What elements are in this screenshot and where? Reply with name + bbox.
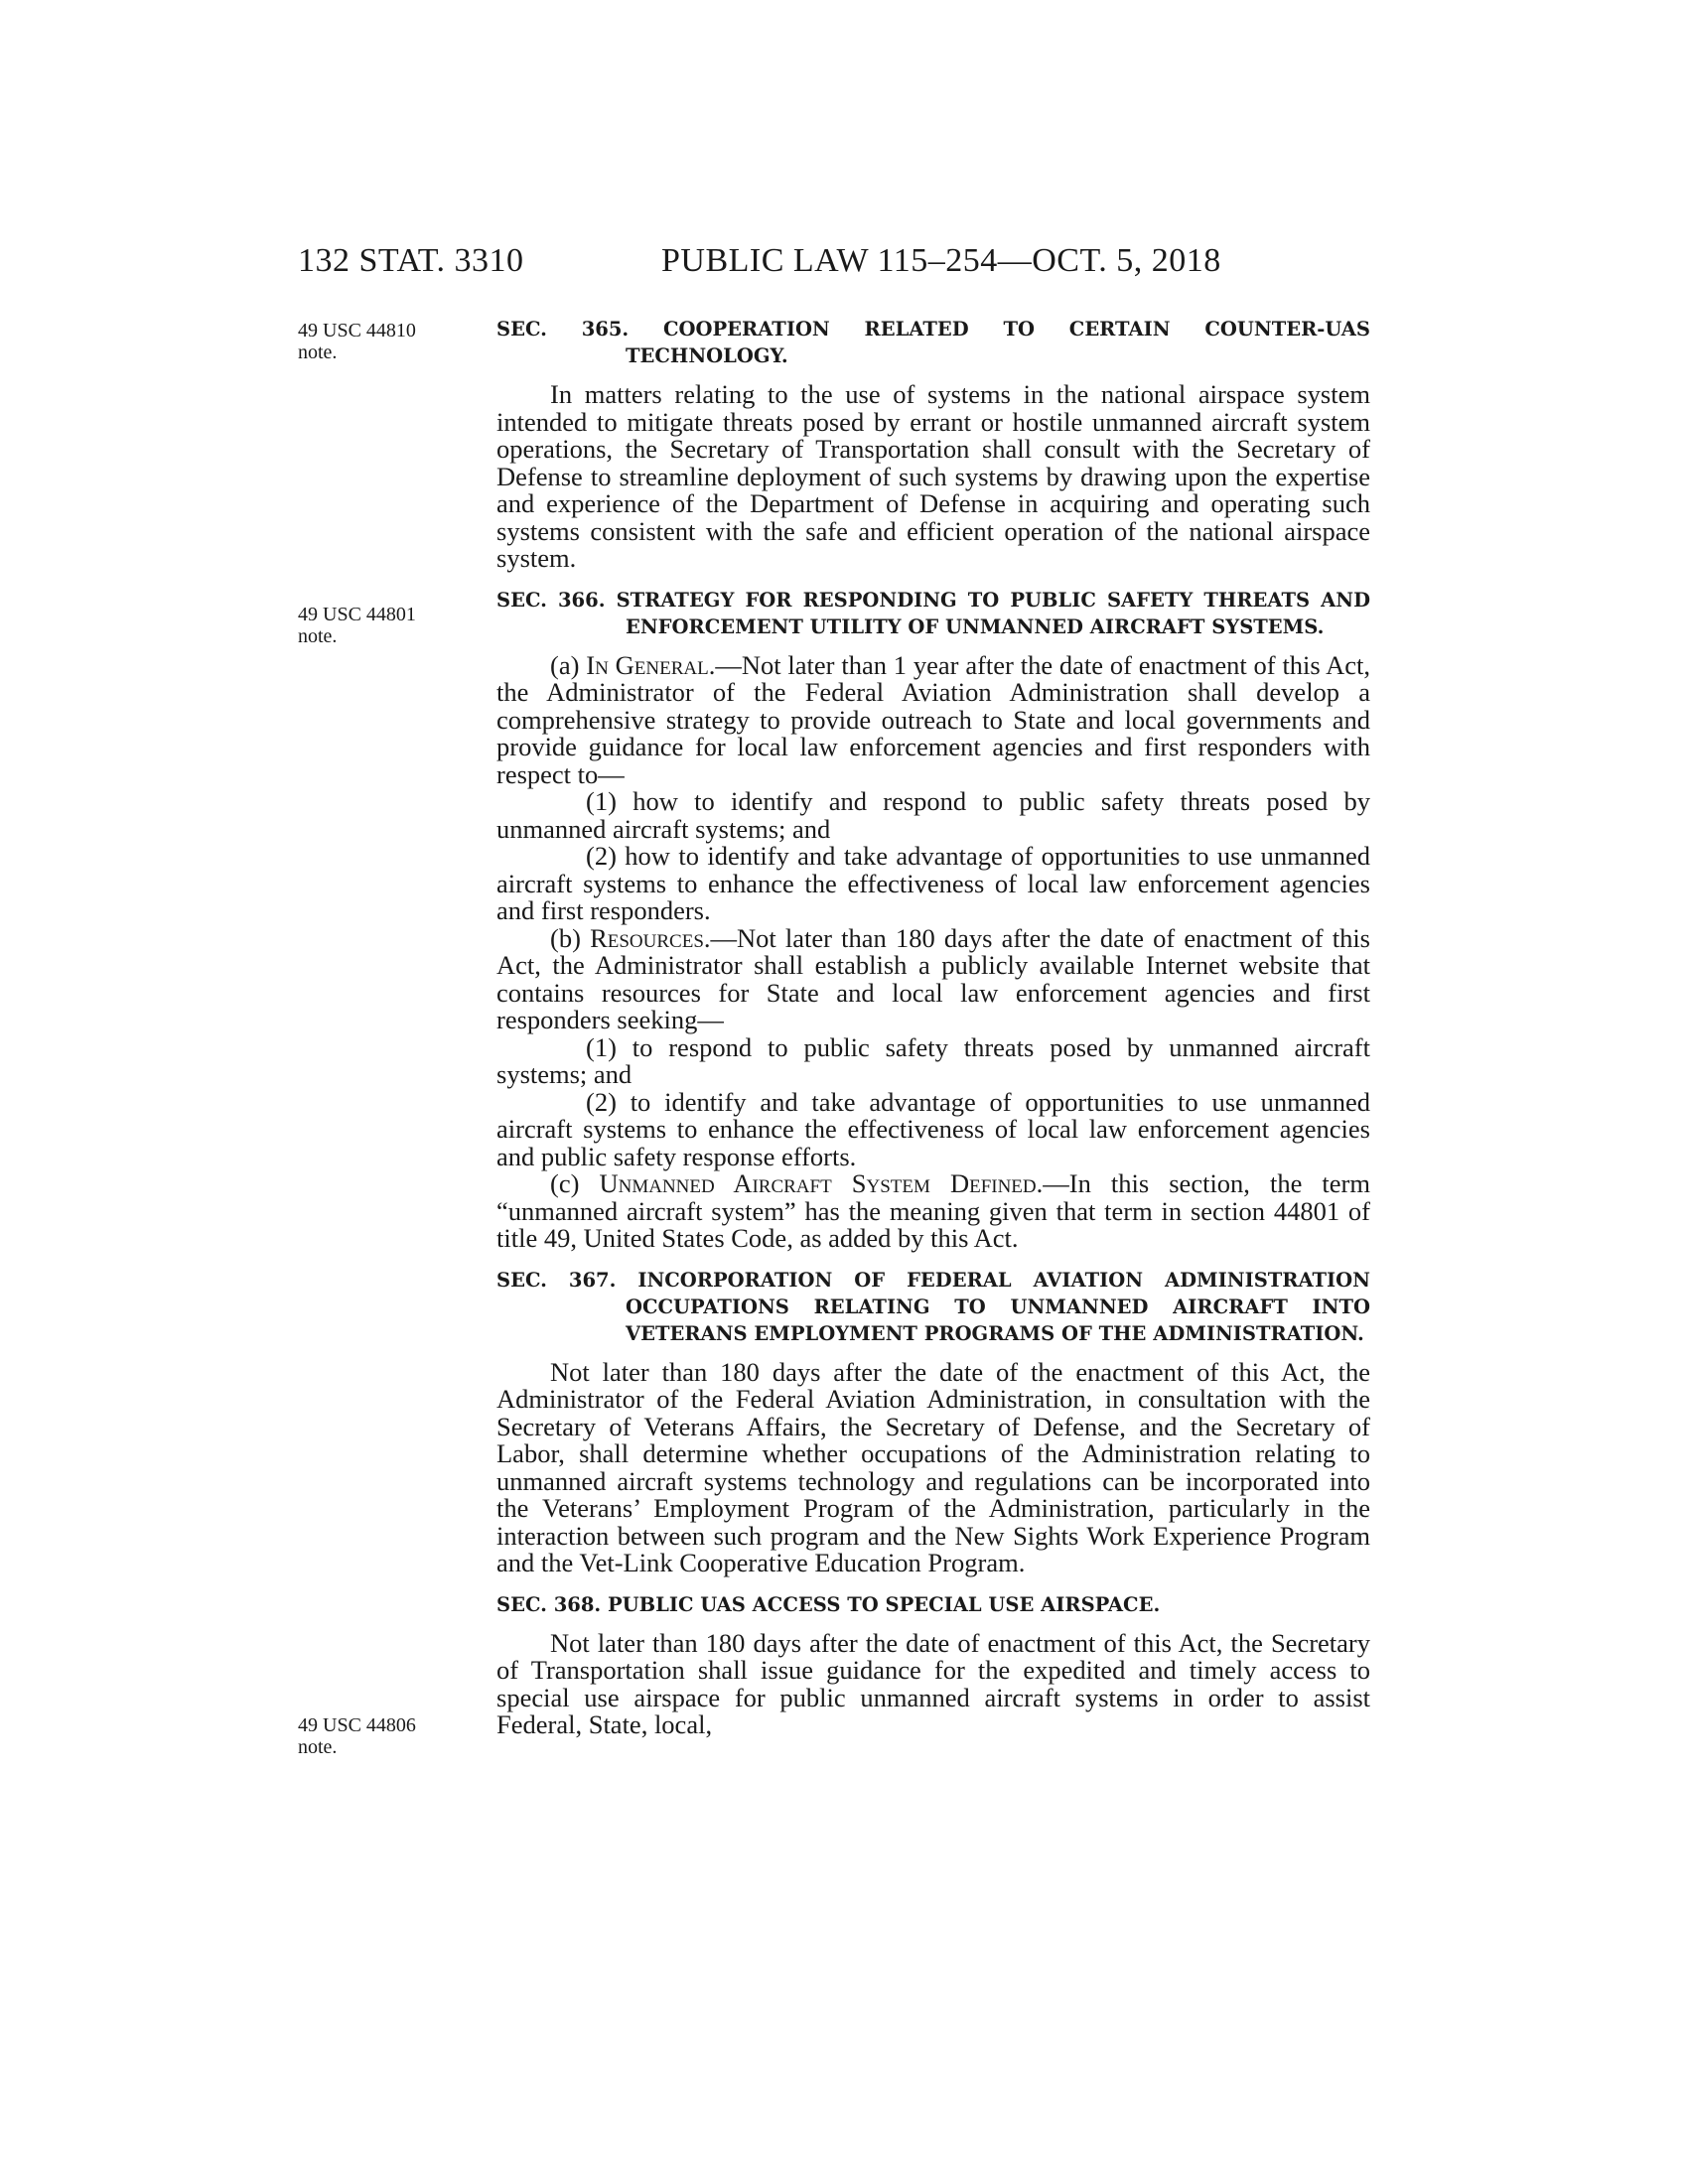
margin-note-sec366 xyxy=(298,604,467,647)
margin-note-citation: 49 USC 44806 xyxy=(298,1714,416,1736)
subsection-caption: Resources xyxy=(590,922,704,953)
subsection-caption: Unmanned Aircraft System Defined xyxy=(599,1168,1037,1198)
margin-note-sec368 xyxy=(298,1714,467,1758)
margin-note-label: note. xyxy=(298,1736,338,1758)
subsection-text: .—Not later than 1 year after the date of enactment of this Act, the Administrator of the Federal Aviation Administration shall develop a comprehensive strategy to provide outreach to State and local governments and provide guidance for local law enforcement agencies and first responders with respect to— xyxy=(496,649,1370,789)
section-heading-368: SEC. 368. PUBLIC UAS ACCESS TO SPECIAL USE AIRSPACE. xyxy=(496,1592,1161,1616)
page-header xyxy=(298,242,1370,292)
section-text-365: In matters relating to the use of systems in the national airspace system intended to mitigate threats posed by errant or hostile unmanned aircraft system operations, the Secretary of Transportation shall consult with the Secretary of Defense to streamline deployment of such systems by drawing upon the expertise and experience of the Department of Defense in acquiring and operating such systems consistent with the safe and efficient operation of the national airspace system. xyxy=(496,379,1370,573)
statute-citation: 132 STAT. 3310 xyxy=(298,242,524,279)
margin-note-sec365 xyxy=(298,320,467,363)
margin-note-citation: 49 USC 44801 xyxy=(298,604,416,625)
section-text-368: Not later than 180 days after the date of enactment of this Act, the Secretary of Transportation shall issue guidance for the expedited and timely access to special use airspace for public unmanned aircraft systems in order to assist Federal, State, local, xyxy=(496,1627,1370,1739)
running-head: PUBLIC LAW 115–254—OCT. 5, 2018 xyxy=(661,242,1221,279)
document-body xyxy=(496,316,1370,1739)
subsection-label: (a) xyxy=(550,649,587,680)
subsection-text: .—Not later than 180 days after the date of enactment of this Act, the Administrator shall establish a publicly available Internet website that contains resources for State and local law enforcement agencies and first responders seeking— xyxy=(496,922,1370,1034)
section-heading-367: SEC. 367. INCORPORATION OF FEDERAL AVIATION ADMINISTRATION OCCUPATIONS RELATING TO UNMANNED AIRCRAFT INTO VETERANS EMPLOYMENT PROGRAMS OF THE ADMINISTRATION. xyxy=(496,1268,1370,1345)
subsection-a xyxy=(496,649,1370,789)
subsection-caption: In General xyxy=(586,649,709,680)
subsection-label: (c) xyxy=(550,1168,600,1198)
section-text-367: Not later than 180 days after the date of the enactment of this Act, the Administrator of the Federal Aviation Administration, in consultation with the Secretary of Veterans Affairs, the Secretary of Defense, and the Secretary of Labor, shall determine whether occupations of the Administration relating to unmanned aircraft systems technology and regulations can be incorporated into the Veterans’ Employment Program of the Administration, particularly in the interaction between such program and the New Sights Work Experience Program and the Vet-Link Cooperative Education Program. xyxy=(496,1356,1370,1577)
subsection-label: (b) xyxy=(550,922,591,953)
section-heading-365: SEC. 365. COOPERATION RELATED TO CERTAIN COUNTER-UAS TECHNOLOGY. xyxy=(496,318,1370,367)
paragraph-b1: (1) to respond to public safety threats posed by unmanned aircraft systems; and xyxy=(496,1031,1370,1089)
margin-note-label: note. xyxy=(298,625,338,647)
paragraph-a1: (1) how to identify and respond to public safety threats posed by unmanned aircraft systems; and xyxy=(496,786,1370,844)
section-heading-366: SEC. 366. STRATEGY FOR RESPONDING TO PUBLIC SAFETY THREATS AND ENFORCEMENT UTILITY OF UNMANNED AIRCRAFT SYSTEMS. xyxy=(496,588,1370,638)
paragraph-b2: (2) to identify and take advantage of opportunities to use unmanned aircraft systems to enhance the effectiveness of local law enforcement agencies and public safety response efforts. xyxy=(496,1086,1370,1171)
subsection-text: .—In this section, the term “unmanned aircraft system” has the meaning given that term in section 44801 of title 49, United States Code, as added by this Act. xyxy=(496,1168,1370,1253)
margin-note-citation: 49 USC 44810 xyxy=(298,320,416,341)
margin-note-label: note. xyxy=(298,341,338,363)
subsection-c xyxy=(496,1170,1370,1253)
paragraph-a2: (2) how to identify and take advantage of opportunities to use unmanned aircraft systems to enhance the effectiveness of local law enforcement agencies and first responders. xyxy=(496,841,1370,925)
subsection-b xyxy=(496,922,1370,1034)
